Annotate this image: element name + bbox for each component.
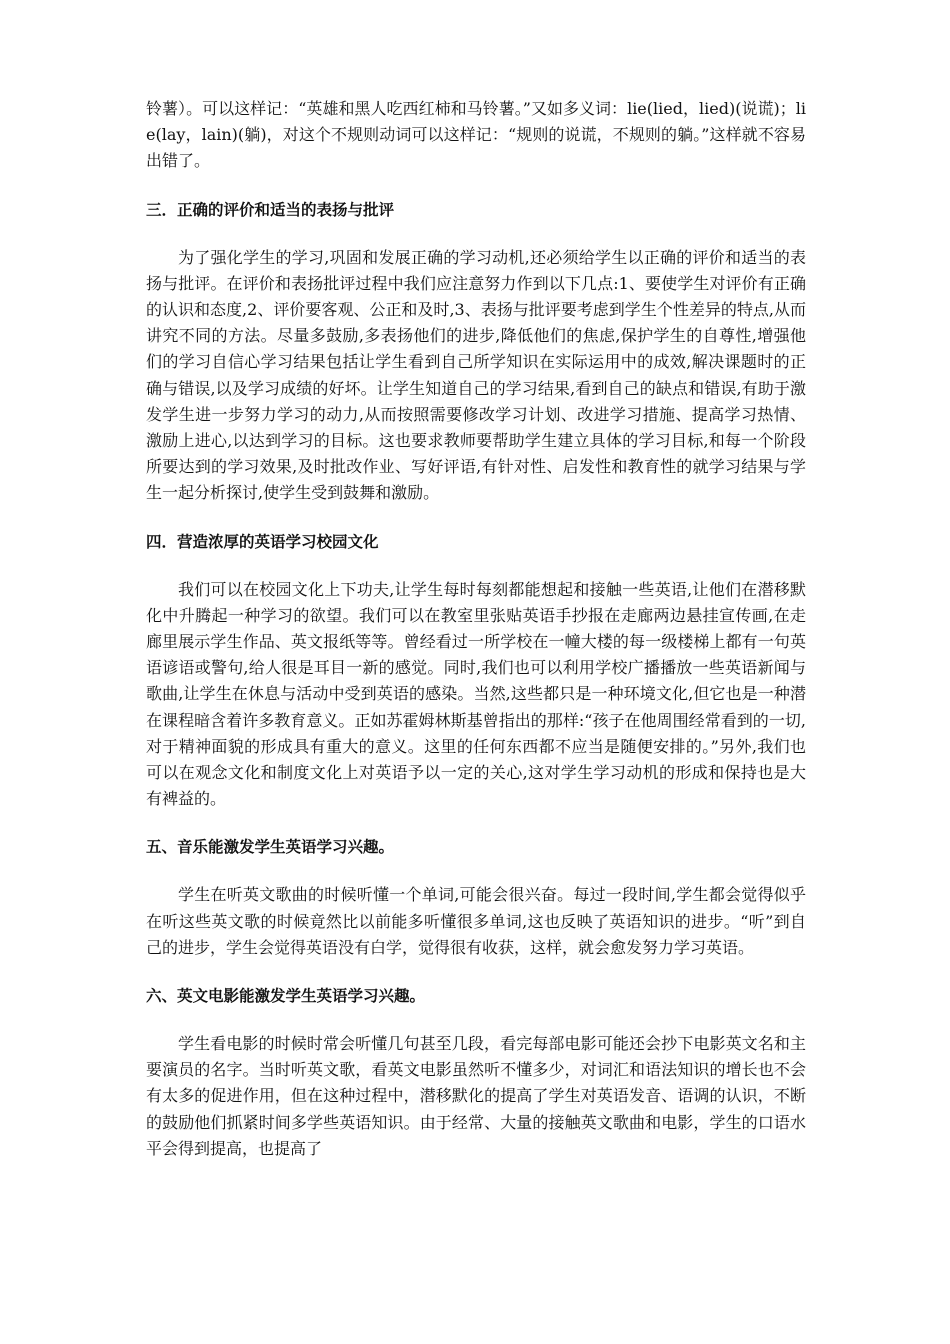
section-heading-music: 五、音乐能激发学生英语学习兴趣。 (146, 838, 395, 857)
section-body-campus-culture: 我们可以在校园文化上下功夫,让学生每时每刻都能想起和接触一些英语,让他们在潜移默化中升腾起一种学习的欲望。我们可以在教室里张贴英语手抄报在走廊两边悬挂宣传画,在走廊里展示学生作品、英文报纸等等。曾经看过一所学校在一幢大楼的每一级楼梯上都有一句英语谚语或警句,给人很是耳目一新的感觉。同时,我们也可以利用学校广播播放一些英语新闻与歌曲,让学生在休息与活动中受到英语的感染。当然,这些都只是一种环境文化,但它也是一种潜在课程暗含着许多教育意义。正如苏霍姆林斯基曾指出的那样:“孩子在他周围经常看到的一切,对于精神面貌的形成具有重大的意义。这里的任何东西都不应当是随便安排的。”另外,我们也可以在观念文化和制度文化上对英语予以一定的关心,这对学生学习动机的形成和保持也是大有裨益的。 (146, 579, 806, 809)
intro-paragraph: 铃薯）。可以这样记：“英雄和黑人吃西红柿和马铃薯。”又如多义词：lie(lied，lied)(说谎)；lie(lay，lain)(躺)，对这个不规则动词可以这样记：“规则的说谎，不规则的躺。”这样就不容易出错了。 (146, 99, 806, 171)
document-page (146, 96, 806, 1162)
section-body-music: 学生在听英文歌曲的时候听懂一个单词,可能会很兴奋。每过一段时间,学生都会觉得似乎在听这些英文歌的时候竟然比以前能多听懂很多单词,这也反映了英语知识的进步。“听”到自己的进步，学生会觉得英语没有白学，觉得很有收获，这样，就会愈发努力学习英语。 (146, 885, 806, 957)
section-body-movies: 学生看电影的时候时常会听懂几句甚至几段，看完每部电影可能还会抄下电影英文名和主要演员的名字。当时听英文歌，看英文电影虽然听不懂多少，对词汇和语法知识的增长也不会有太多的促进作用，但在这种过程中，潜移默化的提高了学生对英语发音、语调的认识，不断的鼓励他们抓紧时间多学些英语知识。由于经常、大量的接触英文歌曲和电影，学生的口语水平会得到提高，也提高了 (146, 1034, 806, 1158)
section-heading-movies: 六、英文电影能激发学生英语学习兴趣。 (146, 987, 426, 1006)
section-heading-campus-culture: 四．营造浓厚的英语学习校园文化 (146, 532, 379, 551)
section-heading-evaluation: 三．正确的评价和适当的表扬与批评 (146, 200, 395, 219)
section-body-evaluation: 为了强化学生的学习,巩固和发展正确的学习动机,还必须给学生以正确的评价和适当的表扬与批评。在评价和表扬批评过程中我们应注意努力作到以下几点:1、要使学生对评价有正确的认识和态度,2、评价要客观、公正和及时,3、表扬与批评要考虑到学生个性差异的特点,从而讲究不同的方法。尽量多鼓励,多表扬他们的进步,降低他们的焦虑,保护学生的自尊性,增强他们的学习自信心学习结果包括让学生看到自己所学知识在实际运用中的成效,解决课题时的正确与错误,以及学习成绩的好坏。让学生知道自己的学习结果,看到自己的缺点和错误,有助于激发学生进一步努力学习的动力,从而按照需要修改学习计划、改进学习措施、提高学习热情、激励上进心,以达到学习的目标。这也要求教师要帮助学生建立具体的学习目标,和每一个阶段所要达到的学习效果,及时批改作业、写好评语,有针对性、启发性和教育性的就学习结果与学生一起分析探讨,使学生受到鼓舞和激励。 (146, 247, 806, 503)
